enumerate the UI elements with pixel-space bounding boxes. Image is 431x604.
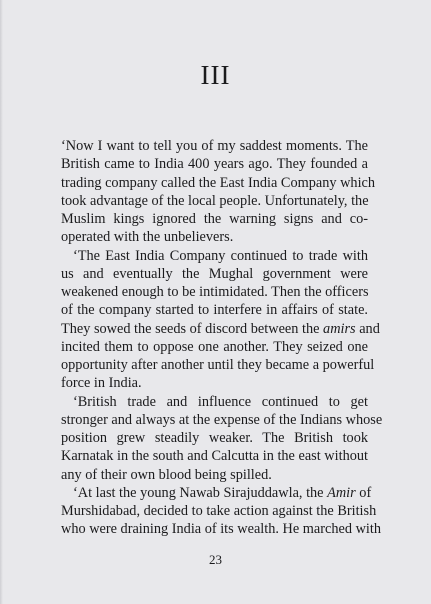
text-line: us and eventually the Mughal government were	[61, 265, 368, 282]
text-line	[61, 320, 380, 338]
text-line: weakened enough to be intimidated. Then the officers	[61, 284, 369, 300]
chapter-heading: III	[200, 60, 231, 90]
page-edge-shadow	[0, 0, 3, 604]
text-line: Muslim kings ignored the warning signs and co-	[61, 211, 368, 227]
body-text	[61, 137, 383, 539]
text-line: ‘Now I want to tell you of my saddest moments. The	[61, 138, 368, 154]
text-line: of the company started to interfere in affairs of state.	[61, 302, 368, 319]
text-line: ‘The East India Company continued to trade with	[73, 247, 368, 264]
text-line: operated with the unbelievers.	[61, 229, 234, 246]
text-line: took advantage of the local people. Unfortunately, the	[61, 192, 369, 209]
text-line: who were draining India of its wealth. He marched with	[61, 521, 381, 538]
page-number: 23	[209, 552, 222, 567]
text-line: any of their own blood being spilled.	[61, 466, 272, 483]
text-line: trading company called the East India Company which	[61, 174, 376, 191]
text-line: stronger and always at the expense of the Indians whose	[61, 411, 383, 428]
text-line: position grew steadily weaker. The British took	[61, 430, 368, 446]
text-line: opportunity after another until they became a powerful	[61, 357, 375, 373]
text-line: Karnatak in the south and Calcutta in the east without	[61, 448, 368, 465]
text-line: ‘British trade and influence continued to get	[73, 393, 368, 410]
text-fragment: and	[359, 320, 380, 337]
text-line: incited them to oppose one another. They seized one	[61, 338, 368, 355]
italic-term: Amir	[327, 484, 356, 501]
text-line: Murshidabad, decided to take action against the British	[61, 503, 377, 519]
text-line: force in India.	[61, 375, 142, 392]
text-line	[61, 484, 372, 502]
text-line: British came to India 400 years ago. They founded a	[61, 156, 368, 173]
text-fragment: ‘At last the young Nawab Sirajuddawla, the	[73, 484, 324, 501]
italic-term: amirs	[323, 320, 356, 337]
text-fragment: They sowed the seeds of discord between the	[61, 320, 320, 337]
text-fragment: of	[359, 484, 372, 501]
